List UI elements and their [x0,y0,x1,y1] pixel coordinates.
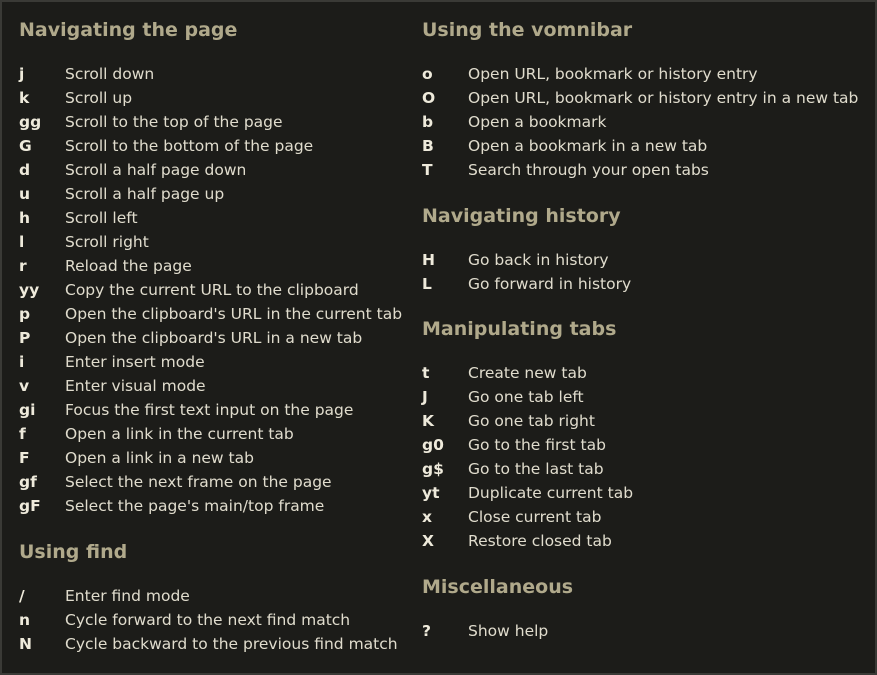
shortcut-description: Go to the first tab [468,436,606,454]
shortcut-key: F [19,449,30,467]
shortcut-key: p [19,305,31,323]
shortcut-key: T [422,161,433,179]
shortcut-key: X [422,532,434,550]
section-miscellaneous [422,572,573,643]
shortcut-description: Go one tab left [468,388,584,406]
shortcut-description: Open URL, bookmark or history entry [468,65,758,83]
shortcut-row [422,385,633,409]
shortcut-row [422,481,633,505]
shortcut-key: H [422,251,435,269]
shortcut-description: Open the clipboard's URL in a new tab [65,329,363,347]
shortcut-description: Go forward in history [468,275,632,293]
shortcut-key: r [19,257,27,275]
shortcut-description: Duplicate current tab [468,484,634,502]
shortcut-row [19,278,402,302]
shortcut-row [19,470,402,494]
shortcut-row [422,433,633,457]
shortcut-row [422,158,858,182]
shortcut-key: u [19,185,31,203]
shortcut-key: N [19,635,32,653]
shortcut-description: Open a link in a new tab [65,449,254,467]
shortcut-key: K [422,412,435,430]
section-title: Miscellaneous [422,576,574,598]
shortcut-row [19,398,402,422]
shortcut-description: Scroll to the bottom of the page [65,137,314,155]
shortcut-key: gi [19,401,36,419]
shortcut-list [422,619,573,643]
shortcut-description: Open a bookmark [468,113,607,131]
shortcut-row [422,248,631,272]
shortcut-key: P [19,329,31,347]
shortcut-description: Cycle backward to the previous find match [65,635,398,653]
shortcut-row [422,361,633,385]
shortcut-row [19,326,402,350]
shortcut-key: f [19,425,26,443]
shortcut-key: gF [19,497,41,515]
shortcut-row [422,110,858,134]
shortcut-row [422,529,633,553]
shortcut-list [19,62,402,518]
shortcut-key: h [19,209,31,227]
shortcut-description: Scroll to the top of the page [65,113,283,131]
shortcut-row [422,272,631,296]
shortcut-description: Cycle forward to the next find match [65,611,351,629]
shortcut-key: t [422,364,430,382]
shortcut-row [19,446,402,470]
shortcut-description: Enter insert mode [65,353,205,371]
shortcut-row [19,110,402,134]
shortcut-description: Go one tab right [468,412,595,430]
section-manipulating-tabs [422,314,633,553]
shortcut-description: Search through your open tabs [468,161,709,179]
shortcut-description: Scroll a half page down [65,161,247,179]
shortcut-description: Open the clipboard's URL in the current tab [65,305,403,323]
shortcut-description: Open a bookmark in a new tab [468,137,708,155]
shortcut-row [19,494,402,518]
shortcut-key: i [19,353,25,371]
shortcut-key: L [422,275,432,293]
shortcut-key: o [422,65,433,83]
shortcut-description: Open URL, bookmark or history entry in a new tab [468,89,859,107]
section-title: Navigating the page [19,19,238,41]
shortcut-row [422,457,633,481]
shortcut-row [422,62,858,86]
shortcut-row [19,608,398,632]
shortcut-row [19,182,402,206]
section-navigating-the-page [19,15,402,518]
shortcut-key: gg [19,113,42,131]
shortcut-row [19,230,402,254]
shortcut-key: / [19,587,25,605]
shortcut-key: g0 [422,436,444,454]
section-title: Using find [19,541,128,563]
shortcut-description: Select the next frame on the page [65,473,332,491]
shortcut-key: g$ [422,460,444,478]
shortcut-list [19,584,398,656]
shortcut-key: j [19,65,25,83]
shortcut-row [19,584,398,608]
shortcut-key: x [422,508,432,526]
shortcut-key: G [19,137,32,155]
shortcut-key: b [422,113,434,131]
shortcut-description: Copy the current URL to the clipboard [65,281,359,299]
shortcut-list [422,248,631,296]
shortcut-key: n [19,611,31,629]
shortcut-description: Close current tab [468,508,602,526]
shortcut-key: yy [19,281,40,299]
shortcut-row [19,422,402,446]
section-using-the-vomnibar [422,15,858,182]
shortcut-key: J [422,388,428,406]
shortcut-description: Scroll a half page up [65,185,225,203]
shortcut-description: Enter visual mode [65,377,206,395]
shortcut-key: yt [422,484,440,502]
shortcut-description: Scroll right [65,233,149,251]
shortcut-row [19,86,402,110]
section-using-find [19,537,398,656]
shortcut-description: Enter find mode [65,587,190,605]
shortcut-key: v [19,377,30,395]
shortcut-description: Scroll up [65,89,133,107]
shortcut-key: k [19,89,30,107]
shortcut-description: Create new tab [468,364,587,382]
section-title: Manipulating tabs [422,318,617,340]
shortcut-row [19,134,402,158]
section-title: Navigating history [422,205,621,227]
section-title: Using the vomnibar [422,19,633,41]
shortcut-row [19,254,402,278]
shortcut-description: Open a link in the current tab [65,425,294,443]
shortcut-row [19,302,402,326]
shortcut-key: l [19,233,25,251]
shortcut-description: Scroll down [65,65,155,83]
shortcut-row [19,374,402,398]
shortcut-row [19,350,402,374]
shortcut-key: O [422,89,436,107]
shortcut-description: Go back in history [468,251,609,269]
shortcut-description: Focus the first text input on the page [65,401,354,419]
section-navigating-history [422,201,631,296]
shortcut-key: B [422,137,434,155]
shortcut-list [422,361,633,553]
shortcut-list [422,62,858,182]
shortcut-key: ? [422,622,431,640]
shortcut-row [19,158,402,182]
shortcut-description: Reload the page [65,257,192,275]
shortcut-description: Select the page's main/top frame [65,497,325,515]
shortcut-description: Go to the last tab [468,460,604,478]
shortcut-row [422,619,573,643]
shortcut-description: Scroll left [65,209,138,227]
shortcut-row [19,632,398,656]
shortcut-key: gf [19,473,37,491]
shortcut-row [422,86,858,110]
shortcut-description: Restore closed tab [468,532,612,550]
shortcut-key: d [19,161,31,179]
shortcut-row [19,206,402,230]
shortcut-description: Show help [468,622,549,640]
shortcut-row [422,134,858,158]
shortcut-row [422,409,633,433]
shortcut-row [19,62,402,86]
shortcut-row [422,505,633,529]
